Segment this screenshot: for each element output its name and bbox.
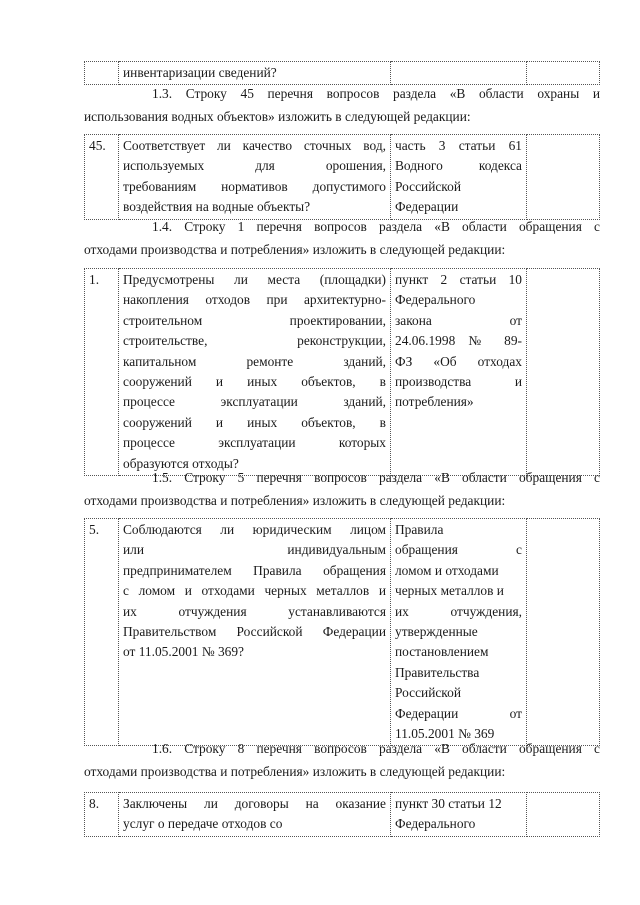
paragraph-line: 1.3. Строку 45 перечня вопросов раздела «В области охраны и: [152, 86, 600, 101]
row-number: 45.: [85, 135, 119, 220]
law-line: Федерации от: [395, 705, 522, 721]
law-reference-cell: [391, 519, 527, 746]
law-line: Водного кодекса: [395, 158, 522, 174]
paragraph-1-6: [84, 737, 600, 783]
law-line: Российской: [395, 178, 461, 194]
empty-cell: [527, 793, 600, 837]
law-line: постановлением: [395, 644, 489, 660]
law-line: 11.05.2001 № 369: [395, 726, 495, 742]
paragraph-line: отходами производства и потребления» изложить в следующей редакции:: [84, 764, 506, 779]
paragraph-line: использования водных объектов» изложить в следующей редакции:: [84, 109, 471, 124]
paragraph-line: 1.6. Строку 8 перечня вопросов раздела «В области обращения с: [152, 741, 600, 756]
table-row-45: [84, 134, 600, 220]
table-row-1: [84, 268, 600, 476]
paragraph-line: отходами производства и потребления» изложить в следующей редакции:: [84, 242, 506, 257]
question-line: от 11.05.2001 № 369?: [123, 644, 244, 660]
paragraph-line: отходами производства и потребления» изложить в следующей редакции:: [84, 493, 506, 508]
law-line: пункт 2 статьи 10: [395, 272, 522, 287]
law-line: пункт 30 статьи 12: [395, 796, 502, 811]
law-line: Федерации: [395, 199, 459, 215]
law-line: черных металлов и: [395, 583, 504, 599]
table-row-8: [84, 792, 600, 837]
paragraph-1-4: [84, 215, 600, 261]
question-line: накопления отходов при архитектурно-: [123, 292, 386, 308]
law-line: Правила: [395, 522, 444, 537]
question-line: Предусмотрены ли места (площадки): [123, 272, 386, 287]
row-number: 8.: [85, 793, 119, 837]
law-line: закона от: [395, 312, 522, 328]
question-line: Заключены ли договоры на оказание: [123, 796, 386, 811]
question-line: процессе эксплуатации зданий,: [123, 394, 386, 410]
law-line: Правительства: [395, 664, 480, 680]
law-line: обращения с: [395, 542, 522, 558]
law-line: Федерального: [395, 816, 476, 832]
question-line: или индивидуальным: [123, 542, 386, 558]
law-line: потребления»: [395, 394, 474, 410]
empty-cell: [527, 519, 600, 746]
question-line: используемых для орошения,: [123, 158, 386, 174]
empty-cell: [527, 269, 600, 476]
question-cell: [119, 269, 391, 476]
paragraph-1-3: [84, 82, 600, 128]
question-line: процессе эксплуатации которых: [123, 435, 386, 451]
question-line: Соответствует ли качество сточных вод,: [123, 138, 386, 153]
question-line: их отчуждения устанавливаются: [123, 603, 386, 619]
question-line: услуг о передаче отходов со: [123, 816, 283, 832]
law-line: утвержденные: [395, 624, 478, 640]
law-line: Федерального: [395, 292, 476, 308]
question-line: строительном проектировании,: [123, 312, 386, 328]
law-line: 24.06.1998 № 89-: [395, 333, 522, 349]
row-number: 1.: [85, 269, 119, 476]
question-cell: [119, 793, 391, 837]
law-line: часть 3 статьи 61: [395, 138, 522, 153]
question-line: с ломом и отходами черных металлов и: [123, 583, 386, 599]
law-line: ФЗ «Об отходах: [395, 353, 522, 369]
question-line: капитальном ремонте зданий,: [123, 353, 386, 369]
row-number: 5.: [85, 519, 119, 746]
law-reference-cell: [391, 135, 527, 220]
question-line: требованиям нормативов допустимого: [123, 178, 386, 194]
question-line: сооружений и иных объектов, в: [123, 374, 386, 390]
question-line: строительстве, реконструкции,: [123, 333, 386, 349]
paragraph-1-5: [84, 466, 600, 512]
paragraph-line: 1.5. Строку 5 перечня вопросов раздела «В области обращения с: [152, 470, 600, 485]
law-reference-cell: [391, 793, 527, 837]
law-line: Российской: [395, 685, 461, 701]
law-line: ломом и отходами: [395, 562, 499, 578]
question-line: инвентаризации сведений?: [123, 65, 277, 80]
question-line: Правительством Российской Федерации: [123, 624, 386, 640]
question-line: предпринимателем Правила обращения: [123, 562, 386, 578]
question-cell: [119, 135, 391, 220]
empty-cell: [527, 135, 600, 220]
law-reference-cell: [391, 269, 527, 476]
table-row-5: [84, 518, 600, 746]
law-line: их отчуждения,: [395, 603, 522, 619]
question-line: воздействия на водные объекты?: [123, 199, 311, 215]
question-line: Соблюдаются ли юридическим лицом: [123, 522, 386, 537]
paragraph-line: 1.4. Строку 1 перечня вопросов раздела «В области обращения с: [152, 219, 600, 234]
question-cell: [119, 519, 391, 746]
question-line: образуются отходы?: [123, 455, 239, 471]
question-line: сооружений и иных объектов, в: [123, 414, 386, 430]
law-line: производства и: [395, 374, 522, 390]
